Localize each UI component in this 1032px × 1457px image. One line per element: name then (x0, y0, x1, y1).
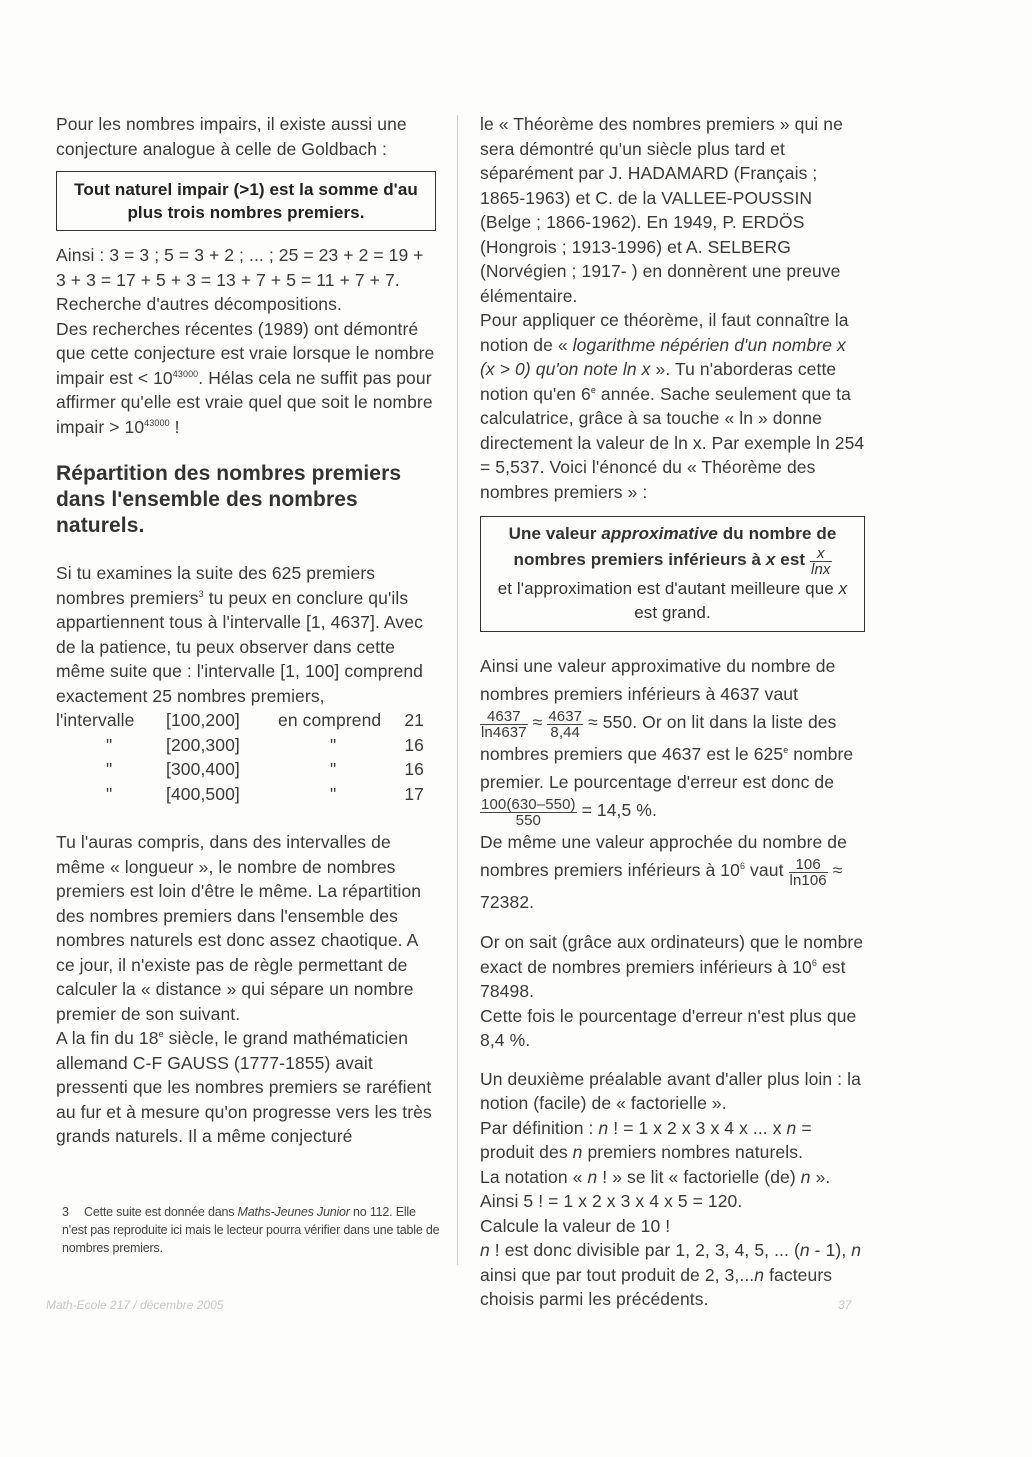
factorial-notation: La notation « n ! » se lit « factorielle (de) n ». (480, 1166, 831, 1187)
exponent: 43000 (172, 368, 199, 379)
interval-table (56, 708, 424, 806)
intro-paragraph: Pour les nombres impairs, il existe aussi une conjecture analogue à celle de Goldbach : (56, 114, 407, 159)
conjecture-box: Tout naturel impair (>1) est la somme d'au plus trois nombres premiers. (56, 171, 436, 231)
footnote: 3 Cette suite est donnée dans Maths-Jeunes Junior no 112. Elle n'est pas reproduite ici mais le lecteur pourra vérifier dans une table de nombres premiers. (62, 1205, 440, 1255)
fraction: $\frac{106}{\ln 106}$ (789, 856, 827, 889)
factorial-intro: Un deuxième préalable avant d'aller plus loin : la notion (facile) de « factorielle ». (480, 1068, 861, 1113)
fraction: $\frac{4637}{\ln 4637}$ (481, 708, 527, 741)
running-footer-title: Math-Ecole 217 / décembre 2005 (46, 1298, 224, 1312)
search-paragraph: Recherche d'autres décompositions. (56, 294, 342, 314)
factorial-definition: Par définition : n ! = 1 x 2 x 3 x 4 x ... x n = produit des n premiers nombres naturels. (480, 1117, 812, 1162)
footnote-title: Maths-Jeunes Junior (237, 1205, 350, 1219)
theorem-fraction: $\frac{x}{\ln x}$ (811, 545, 831, 578)
example-paragraph: Ainsi : 3 = 3 ; 5 = 3 + 2 ; ... ; 25 = 23 + 2 = 19 + 3 + 3 = 17 + 5 + 3 = 13 + 7 + 5 = 11 + 7 + 7. (56, 245, 424, 290)
gauss-paragraph: A la fin du 18e siècle, le grand mathématicien allemand C-F GAUSS (1777-1855) avait pressenti que les nombres premiers se raréfient au fur et à mesure qu'on progresse vers les très grands naturels. Il a même conjecturé (56, 1028, 432, 1146)
left-column (56, 112, 436, 1149)
section-heading: Répartition des nombres premiers dans l'ensemble des nombres naturels. (56, 462, 402, 537)
theorem-history-paragraph: le « Théorème des nombres premiers » qui ne sera démontré qu'un siècle plus tard et séparément par J. HADAMARD (Français ; 1865-1963) et C. de la VALLEE-POUSSIN (Belge ; 1866-1962). En 1949, P. ERDÖS (Hongrois ; 1913-1996) et A. SELBERG (Norvégien ; 1917- ) en donnèrent une preuve élémentaire. (480, 114, 843, 306)
column-divider (457, 115, 458, 1265)
fraction: $\frac{100(630-550)}{550}$ (481, 796, 576, 829)
exponent: 43000 (144, 417, 170, 428)
error-paragraph: Cette fois le pourcentage d'erreur n'est plus que 8,4 %. (480, 1005, 857, 1050)
logarithm-paragraph: Pour appliquer ce théorème, il faut connaître la notion de « logarithme népérien d'un nombre x (x > 0) qu'on note ln x ». Tu n'aborderas cette notion qu'en 6e année. Sache seulement que ta calculatrice, grâce à sa touche « ln » donne directement la valeur de ln x. Par exemple ln 254 = 5,537. Voici l'énoncé du « Théorème des nombres premiers » : (480, 310, 865, 502)
prime-sequence-paragraph: Si tu examines la suite des 625 premiers nombres premiers$^3$ tu peux en conclure qu'ils appartiennent tous à l'intervalle [1, 4637]. Avec de la patience, tu peux observer dans cette même suite que : l'intervalle [1, 100] comprend exactement 25 nombres premiers, (56, 563, 423, 706)
fraction: $\frac{4637}{8,44}$ (548, 708, 583, 741)
factorial-example: Ainsi 5 ! = 1 x 2 x 3 x 4 x 5 = 120. (480, 1191, 743, 1211)
example-4637-paragraph: Ainsi une valeur approximative du nombre de nombres premiers inférieurs à 4637 vaut $\frac{4637}{\ln 4637}$ ≈ $\frac{4637}{8,44}$ ≈ 550. Or on lit dans la liste des nombres premiers que 4637 est le 625e nombre premier. Le pourcentage d'erreur est donc de $\frac{100(630-550)}{550}$ = 14,5 %. (480, 656, 854, 829)
page-number: 37 (838, 1298, 852, 1312)
footnote-ref: 3 (198, 588, 204, 599)
research-paragraph: Des recherches récentes (1989) ont démontré que cette conjecture est vraie lorsque le nombre impair est < $10^{43000}$. Hélas cela ne suffit pas pour affirmer qu'elle est vraie quel que soit le nombre impair > $10^{43000}$ ! (56, 318, 435, 437)
interval-row: " [300,400] " 16 (106, 759, 424, 779)
factorial-exercise: Calcule la valeur de 10 ! (480, 1215, 671, 1236)
interval-row: " [400,500] " 17 (106, 783, 424, 804)
theorem-box: Une valeur approximative du nombre de nombres premiers inférieurs à x est $\frac{x}{\ln x}$ et l'approximation est d'autant meilleure que x est grand. (480, 516, 865, 632)
right-column (480, 112, 865, 1312)
exact-count-paragraph: Or on sait (grâce aux ordinateurs) que le nombre exact de nombres premiers inférieurs à $10^6$ est 78498. (480, 932, 864, 1001)
interval-row: " [200,300] " 16 (106, 734, 424, 755)
factorial-divisibility: n ! est donc divisible par 1, 2, 3, 4, 5, ... (n - 1), n ainsi que par tout produit de 2, 3,...n facteurs choisis parmi les précédents. (480, 1240, 862, 1309)
distribution-paragraph: Tu l'auras compris, dans des intervalles de même « longueur », le nombre de nombres premiers est loin d'être le même. La répartition des nombres premiers dans l'ensemble des nombres naturels est donc assez chaotique. A ce jour, il n'existe pas de règle permettant de calculer la « distance » qui sépare un nombre premier de son suivant. (56, 832, 422, 1024)
example-million-paragraph: De même une valeur approchée du nombre de nombres premiers inférieurs à $10^6$ vaut $\frac{106}{\ln 106}$ ≈ 72382. (480, 832, 847, 912)
interval-row: l'intervalle [100,200] en comprend 21 (56, 710, 424, 730)
footnote-number: 3 (62, 1205, 69, 1219)
